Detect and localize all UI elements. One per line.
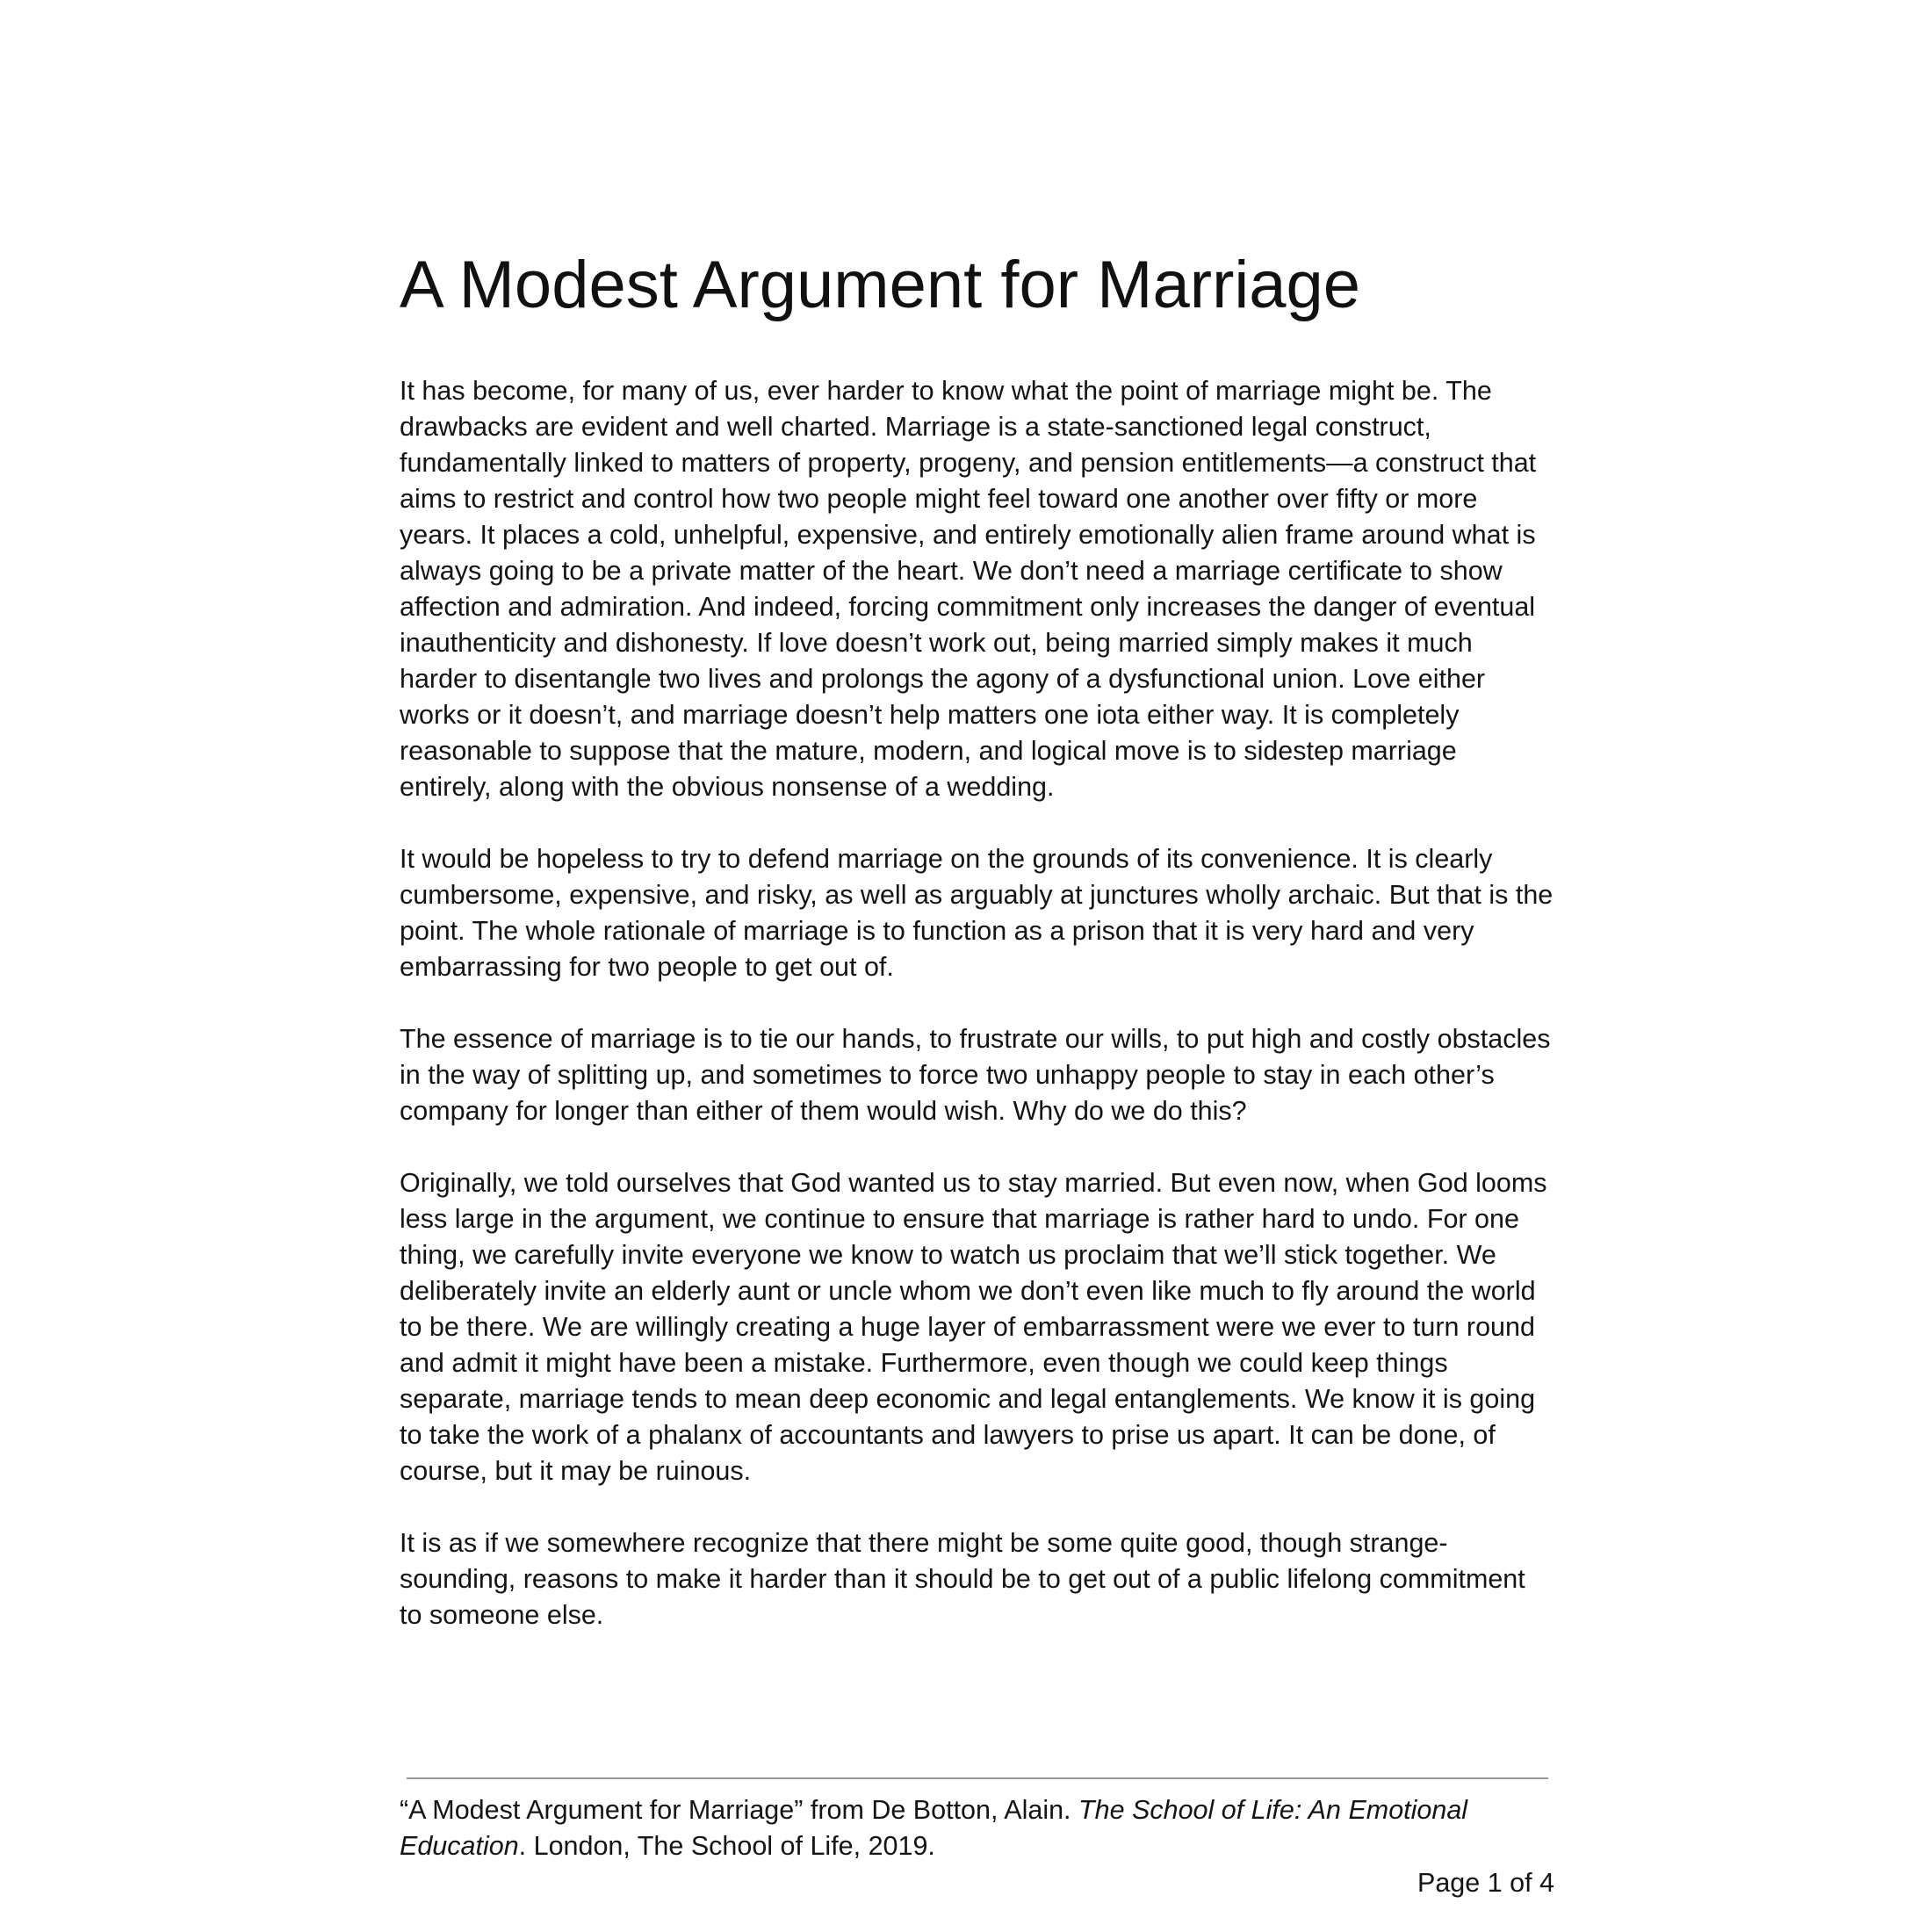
- paragraph-1: It has become, for many of us, ever harder to know what the point of marriage might be. The drawbacks are evident and well charted. Marriage is a state-sanctioned legal construct, fundamentally linked to matters of property, progeny, and pension entitlements—a construct that aims to restrict and control how two people might feel toward one another over fifty or more years. It places a cold, unhelpful, expensive, and entirely emotionally alien frame around what is always going to be a private matter of the heart. We don’t need a marriage certificate to show affection and admiration. And indeed, forcing commitment only increases the danger of eventual inauthenticity and dishonesty. If love doesn’t work out, being married simply makes it much harder to disentangle two lives and prolongs the agony of a dysfunctional union. Love either works or it doesn’t, and marriage doesn’t help matters one iota either way. It is completely reasonable to suppose that the mature, modern, and logical move is to sidestep marriage entirely, along with the obvious nonsense of a wedding.: [400, 376, 1537, 802]
- paragraph-4: Originally, we told ourselves that God wanted us to stay married. But even now, when God looms less large in the argument, we continue to ensure that marriage is rather hard to undo. For one thing, we carefully invite everyone we know to watch us proclaim that we’ll stick together. We deliberately invite an elderly aunt or uncle whom we don’t even like much to fly around the world to be there. We are willingly creating a huge layer of embarrassment were we ever to turn round and admit it might have been a mistake. Furthermore, even though we could keep things separate, marriage tends to mean deep economic and legal entanglements. We know it is going to take the work of a phalanx of accountants and lawyers to prise us apart. It can be done, of course, but it may be ruinous.: [400, 1168, 1547, 1486]
- document-body: [400, 373, 1554, 1669]
- footnote-suffix: . London, The School of Life, 2019.: [518, 1831, 935, 1861]
- page-number: Page 1 of 4: [1417, 1868, 1554, 1898]
- footnote-prefix: “A Modest Argument for Marriage” from De Botton, Alain.: [400, 1795, 1078, 1825]
- document-title: A Modest Argument for Marriage: [400, 248, 1361, 322]
- footnote-book-title: The School of Life: An Emotional Education: [400, 1795, 1468, 1861]
- paragraph-5: It is as if we somewhere recognize that there might be some quite good, though strange-sounding, reasons to make it harder than it should be to get out of a public lifelong commitment to someone else.: [400, 1528, 1525, 1630]
- paragraph-2: It would be hopeless to try to defend marriage on the grounds of its convenience. It is clearly cumbersome, expensive, and risky, as well as arguably at junctures wholly archaic. But that is the point. The whole rationale of marriage is to function as a prison that it is very hard and very embarrassing for two people to get out of.: [400, 844, 1554, 982]
- footnote-divider: [407, 1777, 1548, 1779]
- paragraph-3: The essence of marriage is to tie our hands, to frustrate our wills, to put high and costly obstacles in the way of splitting up, and sometimes to force two unhappy people to stay in each other’s company for longer than either of them would wish. Why do we do this?: [400, 1024, 1551, 1126]
- footnote-citation: [400, 1792, 1554, 1864]
